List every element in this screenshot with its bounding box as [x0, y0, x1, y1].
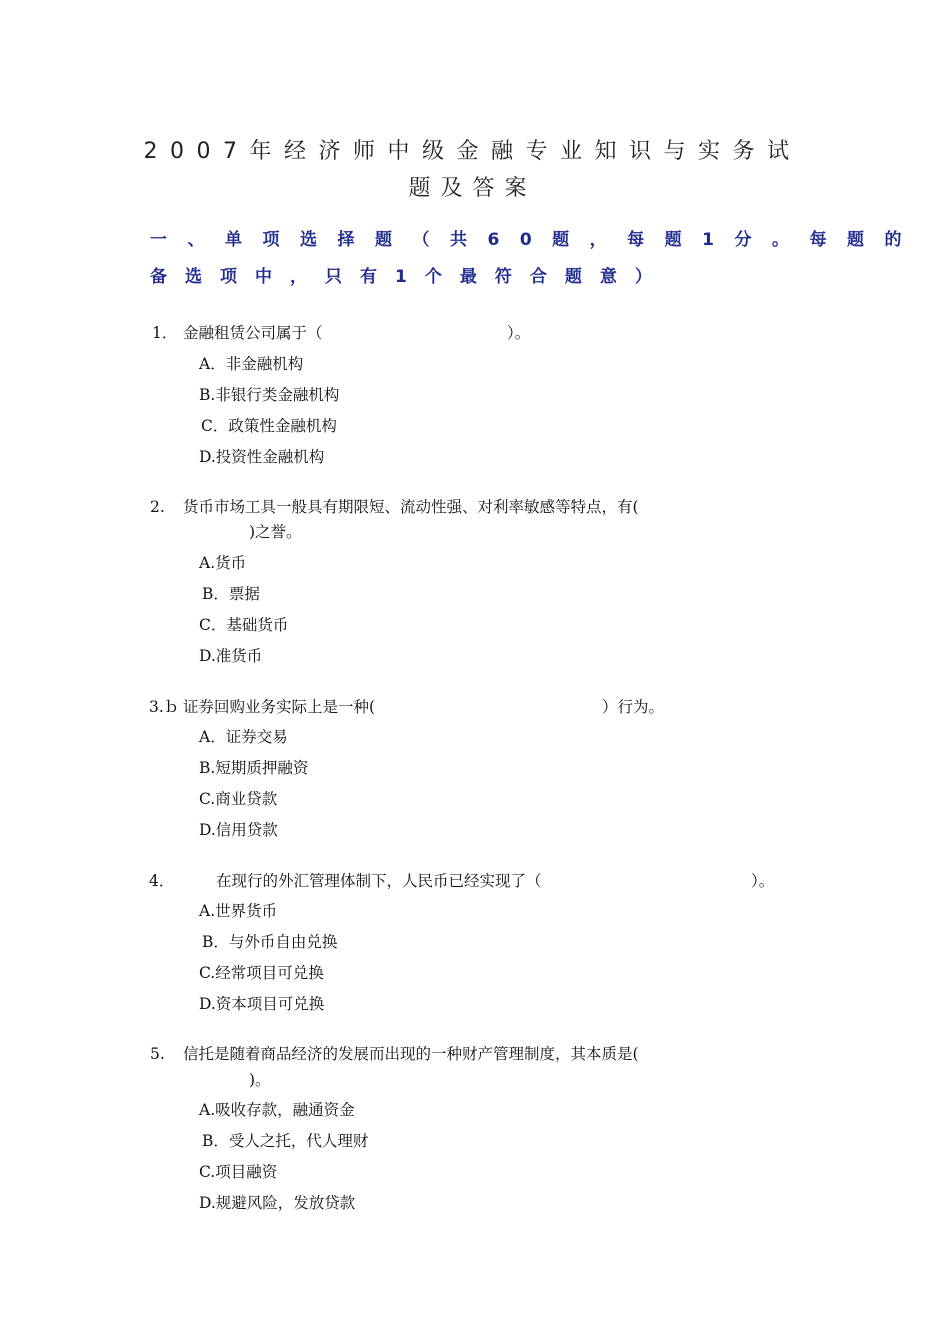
option-d: D.投资性金融机构: [199, 448, 325, 466]
question-stem: 在现行的外汇管理体制下，人民币已经实现了（: [216, 872, 542, 890]
question-number: 4．: [149, 872, 175, 890]
question-stem-end: ）。: [751, 872, 775, 890]
option-b: B．与外币自由兑换: [202, 933, 338, 951]
question-number: 3.ｂ: [149, 698, 180, 716]
option-a: A．非金融机构: [199, 355, 304, 373]
document-title-line-2: 题及答案: [408, 176, 537, 201]
question-stem: 货币市场工具一般具有期限短、流动性强、对利率敏感等特点，有(: [183, 498, 639, 516]
option-b: B.短期质押融资: [199, 759, 309, 777]
question-stem-continuation: )。: [249, 1071, 271, 1089]
option-b: B．票据: [202, 585, 260, 603]
option-c: C.项目融资: [199, 1163, 278, 1181]
option-c: C．基础货币: [199, 616, 289, 634]
option-b: B．受人之托，代人理财: [202, 1132, 369, 1150]
option-d: D.准货币: [199, 647, 263, 665]
question-number: 2.: [150, 498, 165, 516]
option-c: C.商业贷款: [199, 790, 278, 808]
option-c: C.经常项目可兑换: [199, 964, 324, 982]
option-d: D.规避风险，发放贷款: [199, 1194, 356, 1212]
option-b: B.非银行类金融机构: [199, 386, 340, 404]
question-number: 5.: [150, 1045, 165, 1063]
question-stem: 信托是随着商品经济的发展而出现的一种财产管理制度，其本质是(: [183, 1045, 639, 1063]
option-c: C．政策性金融机构: [201, 417, 337, 435]
question-stem: 金融租赁公司属于（: [183, 324, 323, 342]
section-heading-line-2: 备选项中，只有1个最符合题意）: [150, 267, 670, 287]
question-number: 1．: [152, 324, 178, 342]
option-a: A.吸收存款，融通资金: [199, 1101, 355, 1119]
option-a: A.世界货币: [199, 902, 278, 920]
option-a: A．证券交易: [199, 728, 288, 746]
section-heading-line-1: 一、单项选择题（共60题，每题1分。每题的: [150, 230, 922, 250]
option-a: A.货币: [199, 554, 247, 572]
question-stem-end: ）。: [507, 324, 531, 342]
question-stem-continuation: )之誉。: [249, 523, 302, 541]
question-stem-end: ）行为。: [602, 698, 665, 716]
option-d: D.资本项目可兑换: [199, 995, 325, 1013]
question-stem: 证券回购业务实际上是一种(: [183, 698, 376, 716]
document-title-line-1: 2007年经济师中级金融专业知识与实务试: [143, 139, 802, 164]
option-d: D.信用贷款: [199, 821, 278, 839]
